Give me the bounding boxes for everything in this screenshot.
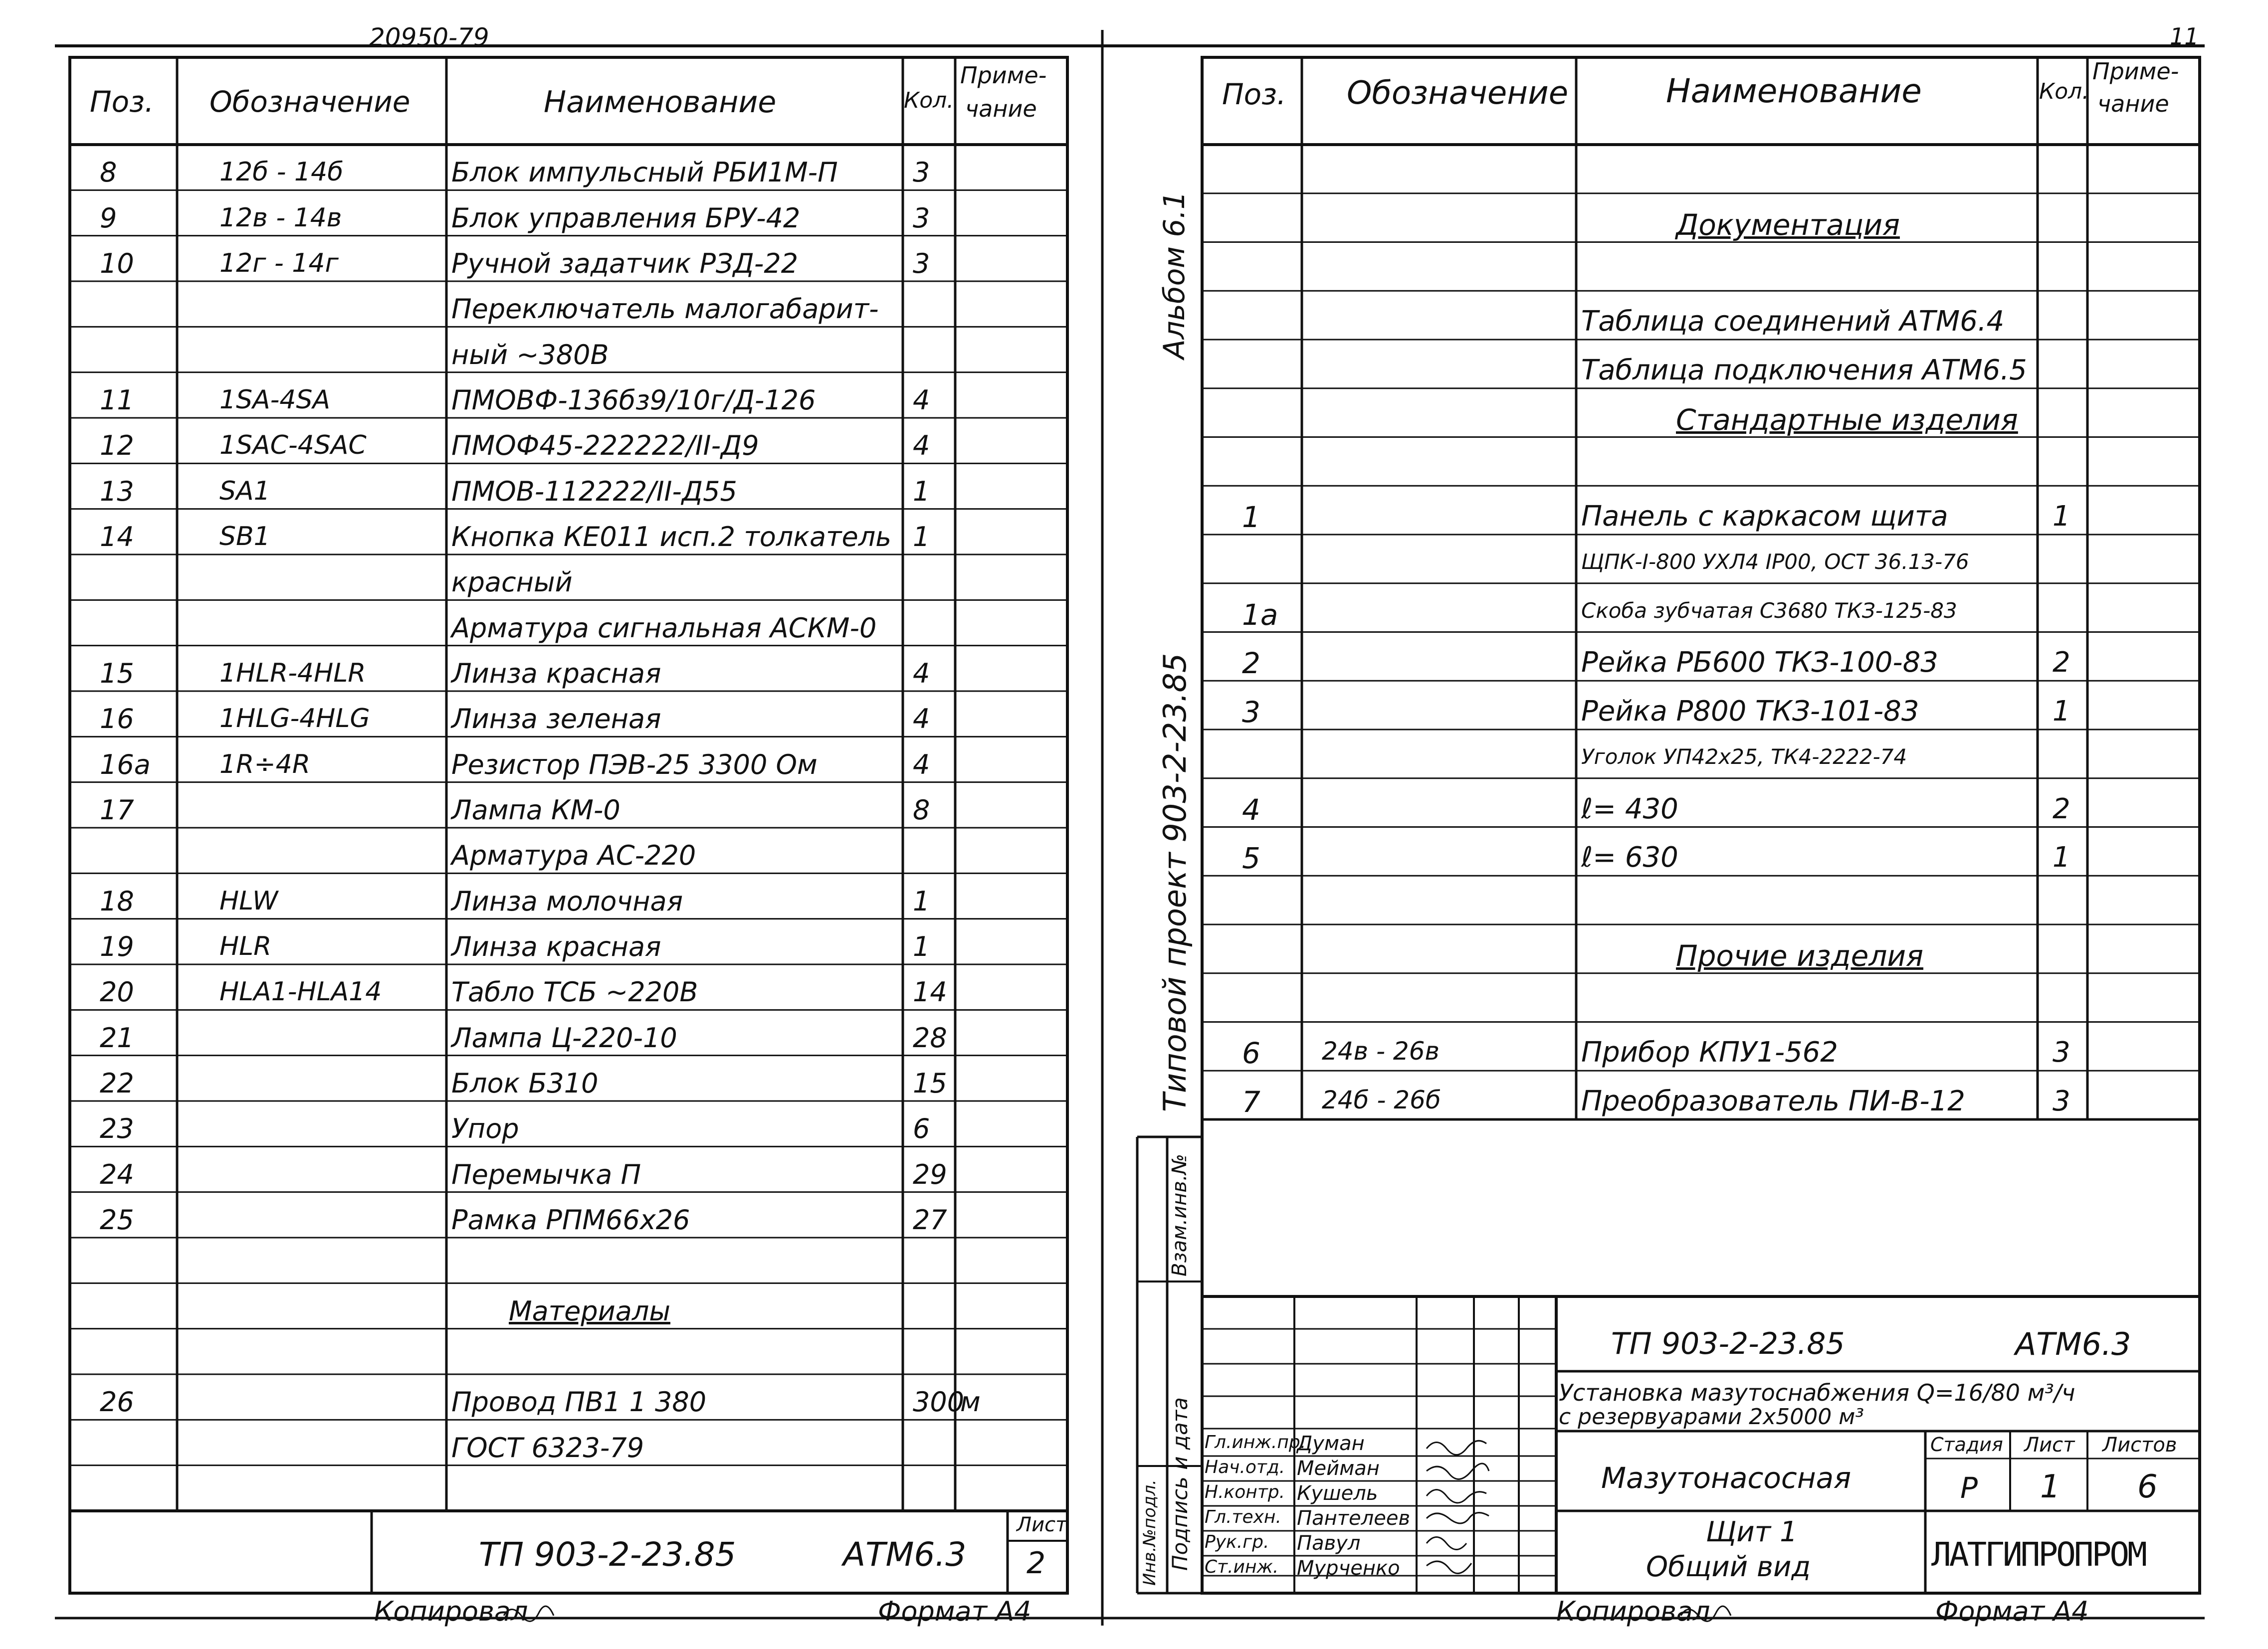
- left-row-designation: 1HLR-4HLR: [219, 658, 366, 688]
- signer-name: Мейман: [1297, 1457, 1380, 1480]
- left-row-name: Переключатель малогабарит-: [451, 293, 879, 325]
- left-row-pos: 14: [100, 521, 134, 552]
- left-row-qty: 3: [913, 202, 930, 234]
- right-stamp-drawing-2: Общий вид: [1646, 1551, 1811, 1583]
- right-row-name: Таблица подключения АТМ6.5: [1581, 354, 2027, 386]
- header-note2-right: чание: [2097, 90, 2169, 117]
- signer-role: Н.контр.: [1205, 1482, 1285, 1502]
- left-row-name: Линза молочная: [451, 885, 683, 917]
- left-row-qty: 28: [913, 1022, 947, 1054]
- left-row-pos: 24: [100, 1158, 134, 1190]
- signer-name: Кушель: [1297, 1482, 1378, 1505]
- left-row-pos: 20: [100, 976, 134, 1008]
- left-row-name: Блок управления БРУ-42: [451, 202, 801, 234]
- left-row-name: Перемычка П: [451, 1158, 641, 1190]
- side-inv-podl: Инв.№подл.: [1140, 1479, 1160, 1586]
- signer-role: Гл.инж.пр.: [1205, 1432, 1306, 1453]
- left-row-name: Провод ПВ1 1 380: [451, 1386, 707, 1418]
- doc-number-top: 20950-79: [369, 23, 489, 52]
- left-row-name: Блок Б310: [451, 1068, 599, 1099]
- right-row-designation: 24в - 26в: [1322, 1037, 1440, 1066]
- right-stamp-object: Мазутонасосная: [1601, 1461, 1852, 1495]
- left-row-name: Линза красная: [451, 931, 661, 962]
- left-row-qty: 1: [913, 931, 930, 962]
- footer-copied-left: Копировал: [374, 1596, 528, 1627]
- left-row-designation: HLW: [219, 886, 278, 916]
- signer-name: Павул: [1297, 1532, 1361, 1555]
- left-row-name: Материалы: [509, 1295, 670, 1327]
- right-stamp-organization: ЛАТГИПРОПРОМ: [1931, 1535, 2145, 1574]
- right-stamp-stage-label: Стадия: [1930, 1434, 2003, 1456]
- left-row-designation: 12в - 14в: [219, 202, 342, 233]
- right-row-name: Прибор КПУ1-562: [1581, 1036, 1838, 1069]
- left-row-qty: 14: [913, 976, 947, 1008]
- left-row-name: Кнопка КЕ011 исп.2 толкатель: [451, 521, 892, 552]
- left-stamp-sheet: 2: [1027, 1546, 1046, 1581]
- left-row-name: ПМОВФ-136бз9/10г/Д-126: [451, 384, 816, 416]
- right-row-qty: 1: [2053, 500, 2070, 533]
- right-stamp-stage: Р: [1960, 1471, 1978, 1505]
- right-row-qty: 2: [2053, 646, 2070, 679]
- left-row-pos: 13: [100, 475, 134, 507]
- left-row-qty: 6: [913, 1113, 930, 1145]
- left-row-name: Резистор ПЭВ-25 3300 Ом: [451, 748, 818, 780]
- signer-name: Мурченко: [1297, 1557, 1400, 1580]
- right-row-pos: 7: [1242, 1085, 1260, 1119]
- right-stamp-title-1: Установка мазутоснабжения Q=16/80 м³/ч: [1559, 1379, 2075, 1406]
- left-row-note: м: [960, 1386, 981, 1418]
- right-row-qty: 3: [2053, 1036, 2070, 1069]
- left-row-designation: 12г - 14г: [219, 248, 339, 278]
- signer-name: Думан: [1297, 1432, 1365, 1455]
- right-row-name: Панель с каркасом щита: [1581, 500, 1948, 533]
- side-album: Альбом 6.1: [1157, 191, 1191, 359]
- left-row-pos: 17: [100, 794, 134, 826]
- left-row-pos: 9: [100, 202, 117, 234]
- left-row-qty: 15: [913, 1068, 947, 1099]
- right-row-qty: 1: [2053, 841, 2070, 874]
- header-note1-left: Приме-: [960, 62, 1047, 89]
- header-pos-right: Поз.: [1222, 77, 1286, 111]
- sheet-number-top: 11: [2170, 23, 2199, 50]
- side-vzam-inv: Взам.инв.№: [1168, 1153, 1191, 1277]
- right-row-name: ℓ= 630: [1581, 841, 1678, 874]
- right-stamp-sheets: 6: [2137, 1468, 2158, 1505]
- left-row-designation: SB1: [219, 522, 270, 551]
- right-row-pos: 1а: [1242, 597, 1278, 632]
- left-row-designation: 1SAC-4SAC: [219, 430, 367, 461]
- signer-role: Нач.отд.: [1205, 1457, 1285, 1477]
- right-row-name: Стандартные изделия: [1676, 402, 2018, 437]
- right-row-name: Рейка РБ600 ТКЗ-100-83: [1581, 646, 1938, 679]
- header-note1-right: Приме-: [2092, 58, 2179, 85]
- right-row-name: ℓ= 430: [1581, 792, 1678, 825]
- right-stamp-sheet-label: Лист: [2024, 1434, 2075, 1457]
- right-stamp-title-2: с резервуарами 2х5000 м³: [1559, 1404, 1864, 1430]
- left-row-qty: 8: [913, 794, 930, 826]
- footer-format-left: Формат А4: [878, 1596, 1031, 1627]
- header-name-left: Наименование: [544, 85, 777, 120]
- left-row-pos: 10: [100, 248, 134, 279]
- header-designation-right: Обозначение: [1347, 75, 1569, 112]
- left-row-name: Упор: [451, 1113, 519, 1145]
- left-row-name: Ручной задатчик РЗД-22: [451, 248, 799, 279]
- header-designation-left: Обозначение: [209, 85, 411, 119]
- left-row-name: Блок импульсный РБИ1М-П: [451, 157, 838, 188]
- left-row-name: Табло ТСБ ~220В: [451, 976, 698, 1008]
- left-row-qty: 4: [913, 384, 930, 416]
- right-row-qty: 2: [2053, 792, 2070, 825]
- header-note2-left: чание: [965, 95, 1037, 122]
- left-stamp-mark: АТМ6.3: [843, 1535, 967, 1574]
- right-stamp-mark: АТМ6.3: [2015, 1326, 2131, 1362]
- left-row-qty: 4: [913, 748, 930, 780]
- left-row-name: Арматура АС-220: [451, 840, 696, 872]
- left-row-qty: 4: [913, 658, 930, 689]
- left-row-designation: HLR: [219, 931, 272, 961]
- left-row-pos: 16а: [100, 748, 151, 780]
- right-row-name: Скоба зубчатая С3680 ТКЗ-125-83: [1581, 598, 1957, 623]
- left-stamp-sheet-label: Лист: [1017, 1513, 1067, 1536]
- side-signature-date: Подпись и дата: [1168, 1397, 1192, 1571]
- left-row-designation: 12б - 14б: [219, 157, 344, 187]
- left-row-pos: 21: [100, 1022, 134, 1054]
- left-row-qty: 300: [913, 1386, 965, 1418]
- left-row-name: Линза зеленая: [451, 703, 661, 735]
- right-row-pos: 5: [1242, 841, 1260, 876]
- side-project: Типовой проект 903-2-23.85: [1157, 653, 1193, 1112]
- right-row-pos: 3: [1242, 695, 1260, 729]
- footer-format-right: Формат А4: [1935, 1596, 2089, 1627]
- signer-role: Рук.гр.: [1205, 1532, 1269, 1552]
- left-row-qty: 1: [913, 475, 930, 507]
- left-row-pos: 18: [100, 885, 134, 917]
- right-row-pos: 2: [1242, 646, 1260, 681]
- left-row-name: ПМОФ45-222222/II-Д9: [451, 430, 759, 462]
- right-row-name: Прочие изделия: [1676, 938, 1923, 973]
- left-row-name: ГОСТ 6323-79: [451, 1432, 644, 1464]
- left-row-name: Лампа КМ-0: [451, 794, 620, 826]
- left-row-qty: 29: [913, 1158, 947, 1190]
- footer-copied-right: Копировал: [1556, 1596, 1710, 1627]
- left-row-pos: 12: [100, 430, 134, 462]
- left-row-pos: 23: [100, 1113, 134, 1145]
- right-row-name: ЩПК-I-800 УХЛ4 IP00, ОСТ 36.13-76: [1581, 549, 1969, 574]
- header-qty-left: Кол.: [904, 88, 954, 113]
- right-stamp-sheets-label: Листов: [2102, 1434, 2177, 1457]
- right-row-designation: 24б - 26б: [1322, 1086, 1441, 1114]
- left-row-qty: 27: [913, 1204, 947, 1236]
- right-row-qty: 1: [2053, 695, 2070, 728]
- left-row-name: Линза красная: [451, 658, 661, 689]
- right-row-name: Уголок УП42х25, ТК4-2222-74: [1581, 744, 1907, 769]
- right-row-pos: 6: [1242, 1036, 1260, 1071]
- left-row-pos: 19: [100, 931, 134, 962]
- left-row-pos: 22: [100, 1068, 134, 1099]
- left-row-designation: SA1: [219, 476, 270, 506]
- right-stamp-drawing-1: Щит 1: [1706, 1516, 1798, 1548]
- right-row-name: Рейка Р800 ТКЗ-101-83: [1581, 695, 1919, 728]
- left-row-name: ный ~380В: [451, 339, 609, 370]
- left-row-designation: 1SA-4SA: [219, 385, 331, 415]
- left-row-name: красный: [451, 566, 573, 598]
- left-row-designation: 1R÷4R: [219, 749, 310, 779]
- left-stamp-code: ТП 903-2-23.85: [479, 1535, 736, 1574]
- left-row-qty: 4: [913, 430, 930, 462]
- left-row-name: Лампа Ц-220-10: [451, 1022, 677, 1054]
- left-row-qty: 4: [913, 703, 930, 735]
- left-row-qty: 1: [913, 521, 930, 552]
- left-row-designation: 1HLG-4HLG: [219, 704, 370, 734]
- right-row-name: Таблица соединений АТМ6.4: [1581, 305, 2005, 338]
- left-row-name: Рамка РПМ66х26: [451, 1204, 690, 1236]
- left-row-pos: 16: [100, 703, 134, 735]
- header-qty-right: Кол.: [2039, 79, 2089, 104]
- left-row-pos: 25: [100, 1204, 134, 1236]
- signer-role: Гл.техн.: [1205, 1507, 1281, 1527]
- left-row-qty: 3: [913, 248, 930, 279]
- left-row-name: Арматура сигнальная АСКМ-0: [451, 612, 877, 644]
- header-name-right: Наименование: [1666, 72, 1922, 110]
- left-row-designation: HLA1-HLA14: [219, 977, 382, 1007]
- left-row-pos: 26: [100, 1386, 134, 1418]
- left-row-pos: 11: [100, 384, 134, 416]
- left-row-qty: 1: [913, 885, 930, 917]
- signer-role: Ст.инж.: [1205, 1557, 1279, 1577]
- signer-name: Пантелеев: [1297, 1507, 1411, 1530]
- right-row-qty: 3: [2053, 1085, 2070, 1117]
- left-row-pos: 15: [100, 658, 134, 689]
- right-row-pos: 1: [1242, 500, 1260, 534]
- left-row-name: ПМОВ-112222/II-Д55: [451, 475, 737, 507]
- left-row-qty: 3: [913, 157, 930, 188]
- right-stamp-code: ТП 903-2-23.85: [1611, 1326, 1845, 1361]
- right-stamp-sheet: 1: [2040, 1468, 2061, 1505]
- right-row-name: Преобразователь ПИ-В-12: [1581, 1085, 1965, 1117]
- left-row-pos: 8: [100, 157, 117, 188]
- right-row-name: Документация: [1676, 207, 1900, 242]
- right-row-pos: 4: [1242, 792, 1260, 827]
- header-pos-left: Поз.: [90, 85, 154, 119]
